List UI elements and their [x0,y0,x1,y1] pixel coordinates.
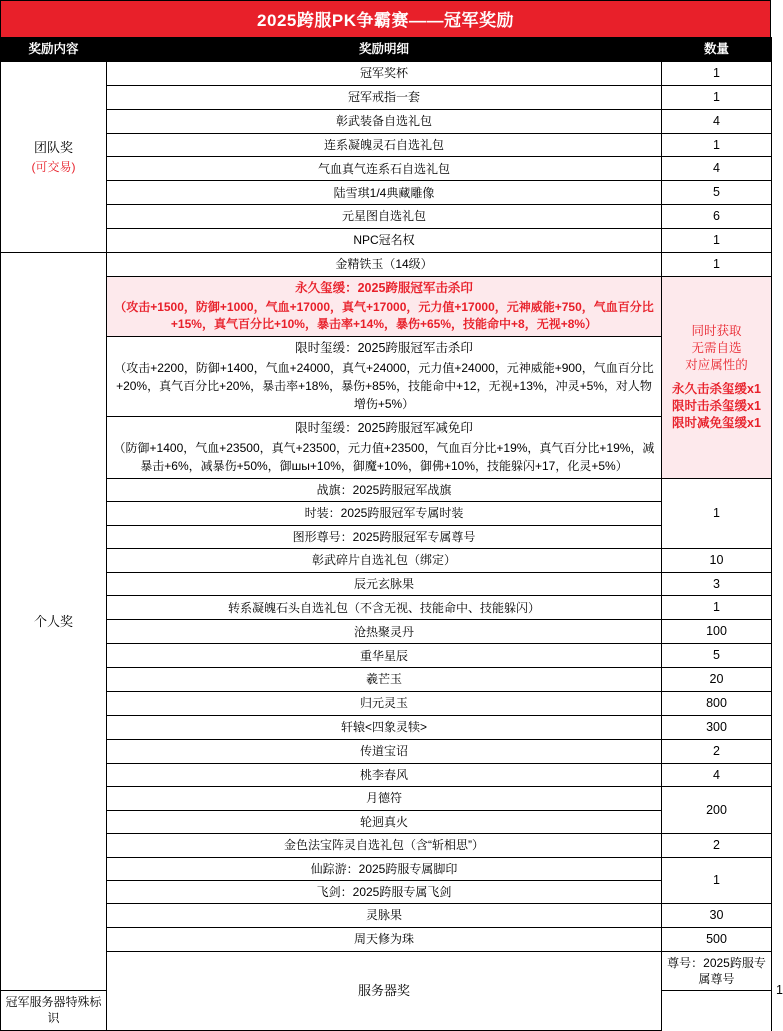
reward-detail: 战旗：2025跨服冠军战旗 [107,479,662,502]
table-row [1,691,772,715]
reward-detail: 转系凝魄石头自选礼包（不含无视、技能命中、技能躲闪） [107,596,662,620]
reward-detail: 桃李春风 [107,763,662,787]
reward-quantity: 2 [662,739,772,763]
table-row [1,205,772,229]
seal-quantity-note [662,276,772,478]
reward-detail: 陆雪琪1/4典藏雕像 [107,181,662,205]
reward-detail: 飞剑：2025跨服专属飞剑 [107,880,662,903]
seal-item-1: 永久击杀玺缓x1 [672,382,761,397]
reward-detail: NPC冠名权 [107,229,662,253]
table-row [1,927,772,951]
reward-detail: 沧热聚灵丹 [107,620,662,644]
seal-body: （防御+1400，气血+23500，真气+23500，元力值+23500，气血百分比+19%，真气百分比+19%，减暴击+6%，减暴伤+50%，御шы+10%，御魔+10%，御佛+10%，技能躲闪+17，化灵+5%） [113,441,655,474]
reward-quantity: 4 [662,763,772,787]
reward-quantity: 1 [662,133,772,157]
reward-detail: 月德符 [107,787,662,810]
seal-body: （攻击+2200，防御+1400，气血+24000，真气+24000，元力值+24000，元神威能+900，气血百分比+20%，真气百分比+20%，暴击率+18%，暴伤+85%，技能命中+12，无视+13%，冲灵+5%，对人物增伤+5%） [114,361,654,412]
table-row [1,572,772,596]
reward-detail: 羲芒玉 [107,668,662,692]
reward-detail: 图形尊号：2025跨服冠军专属尊号 [107,525,662,548]
table-row [1,833,772,857]
reward-quantity: 10 [662,548,772,572]
table-header-row [1,38,772,62]
reward-quantity: 1 [662,857,772,903]
reward-quantity: 20 [662,668,772,692]
reward-detail: 连系凝魄灵石自选礼包 [107,133,662,157]
column-header-detail: 奖励明细 [107,38,662,62]
seal-item-3: 限时减免玺缓x1 [672,416,761,431]
reward-quantity: 1 [662,596,772,620]
seal-item-2: 限时击杀玺缓x1 [672,399,761,414]
reward-detail: 尊号：2025跨服专属尊号 [662,951,772,990]
table-row [1,739,772,763]
table-row [1,502,772,525]
reward-detail: 轩辕<四象灵犊> [107,715,662,739]
table-row [1,904,772,928]
category-cell-personal: 个人奖 [1,252,107,990]
reward-detail: 重华星辰 [107,644,662,668]
reward-detail: 金色法宝阵灵自选礼包（含“斩相思”） [107,833,662,857]
table-row [1,787,772,810]
table-row [1,668,772,692]
table-row [1,85,772,109]
reward-quantity: 1 [662,85,772,109]
reward-quantity: 4 [662,109,772,133]
reward-quantity: 5 [662,181,772,205]
seal-body: （攻击+1500，防御+1000，气血+17000，真气+17000，元力值+17000，元神威能+750，气血百分比+15%，真气百分比+10%，暴击率+14%，暴伤+65%，技能命中+8，无视+8%） [114,299,654,332]
seal-detail-timed-kill [107,337,662,417]
reward-quantity: 30 [662,904,772,928]
seal-note-line3: 对应属性的 [685,357,748,372]
column-header-quantity: 数量 [662,38,772,62]
reward-detail: 轮迥真火 [107,810,662,833]
reward-quantity: 1 [662,229,772,253]
seal-note-spacer [666,373,767,381]
table-row [1,109,772,133]
table-row [1,276,772,337]
table-row: 服务器奖 尊号：2025跨服专属尊号 1 [1,951,772,990]
seal-detail-timed-reduction [107,417,662,479]
table-row [1,229,772,253]
reward-detail: 传道宝诏 [107,739,662,763]
reward-quantity: 3 [662,572,772,596]
table-row [1,479,772,502]
reward-detail: 灵脉果 [107,904,662,928]
reward-quantity: 2 [662,833,772,857]
reward-detail: 彰武碎片自选礼包（绑定） [107,548,662,572]
reward-table [0,37,783,1031]
table-row [1,548,772,572]
seal-head: 永久玺缓：2025跨服冠军击杀印 [295,280,473,295]
reward-detail: 冠军戒指一套 [107,85,662,109]
table-row [1,644,772,668]
reward-quantity: 500 [662,927,772,951]
table-row [1,880,772,903]
table-row [1,417,772,479]
table-row [1,620,772,644]
page-title: 2025跨服PK争霸赛——冠军奖励 [0,0,771,37]
table-row [1,157,772,181]
category-note-team: (可交易) [31,160,76,175]
reward-quantity: 200 [662,787,772,833]
reward-quantity: 300 [662,715,772,739]
reward-detail: 气血真气连系石自选礼包 [107,157,662,181]
seal-head: 限时玺缓：2025跨服冠军减免印 [295,421,473,436]
reward-quantity: 6 [662,205,772,229]
seal-note-line1: 同时获取 [691,323,742,338]
table-row [1,61,772,85]
table-row [1,715,772,739]
table-row [1,763,772,787]
seal-note-line2: 无需自选 [691,340,742,355]
table-row [1,810,772,833]
category-label-team: 团队奖 [33,139,73,155]
table-row [1,181,772,205]
reward-detail: 冠军奖杯 [107,61,662,85]
table-row [1,337,772,417]
reward-detail: 仙踪游：2025跨服专属脚印 [107,857,662,880]
table-row [1,596,772,620]
column-header-category: 奖励内容 [1,38,107,62]
reward-detail: 归元灵玉 [107,691,662,715]
reward-quantity: 100 [662,620,772,644]
seal-head: 限时玺缓：2025跨服冠军击杀印 [295,341,473,356]
reward-quantity: 1 [662,61,772,85]
reward-quantity: 4 [662,157,772,181]
reward-detail: 周天修为珠 [107,927,662,951]
table-row [1,133,772,157]
table-row [1,525,772,548]
reward-quantity: 1 [662,252,772,276]
category-cell-team [1,61,107,252]
reward-detail: 金精铁玉（14级） [107,252,662,276]
reward-detail: 彰武装备自选礼包 [107,109,662,133]
reward-detail: 元星图自选礼包 [107,205,662,229]
table-header [1,38,772,62]
reward-detail: 冠军服务器特殊标识 [1,991,107,1030]
reward-detail: 辰元玄脉果 [107,572,662,596]
reward-detail: 时装：2025跨服冠军专属时装 [107,502,662,525]
reward-quantity: 800 [662,691,772,715]
table-row [1,857,772,880]
table-row [1,252,772,276]
seal-detail-permanent [107,276,662,337]
reward-quantity: 1 [662,479,772,549]
table-body [1,61,783,1030]
category-cell-server: 服务器奖 [107,951,662,1030]
reward-quantity: 5 [662,644,772,668]
